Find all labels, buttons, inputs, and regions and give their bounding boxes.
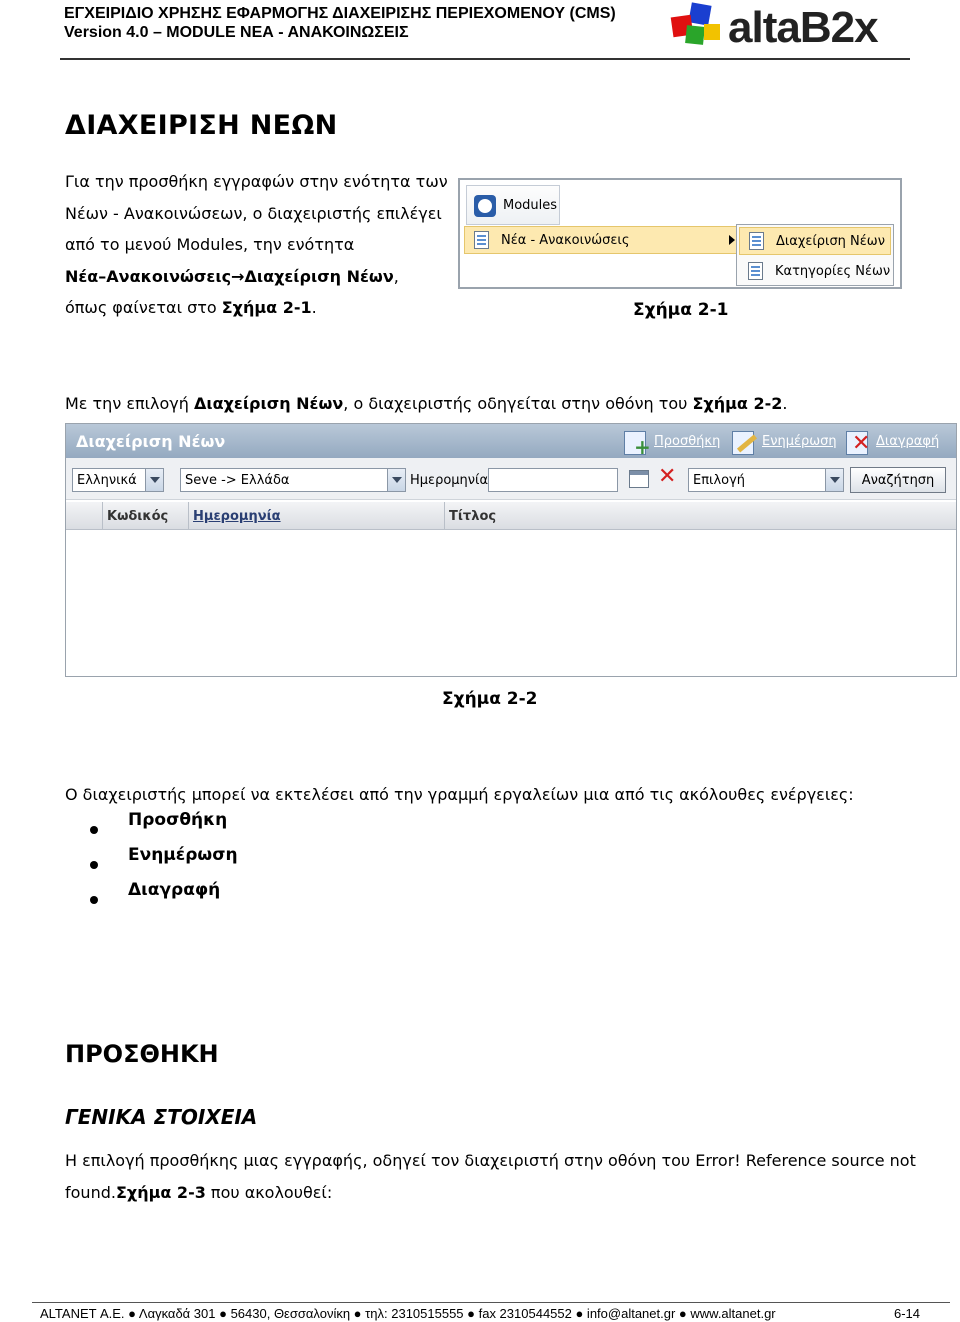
table-header [66,502,956,530]
column-code[interactable]: Κωδικός [102,502,188,530]
column-date[interactable]: Ημερομηνία [188,502,444,530]
menu-item-nea-anakoinoseis[interactable] [464,226,740,254]
footer-rule [32,1302,950,1303]
menu-path: Νέα–Ανακοινώσεις→Διαχείριση Νέων [65,266,394,286]
bullet [90,826,98,834]
option-select[interactable] [688,468,844,492]
panel-title-bar [66,424,956,458]
toolbar-paragraph: Ο διαχειριστής μπορεί να εκτελέσει από την γραμμή εργαλείων μια από τις ακόλουθες ενέργειες: [65,785,854,804]
update-label: Ενημέρωση [762,433,837,449]
document-icon [471,230,493,250]
search-button[interactable]: Αναζήτηση [850,467,946,493]
list-item-label: Διαγραφή [128,880,221,900]
add-line: Η επιλογή προσθήκης μιας εγγραφής, οδηγεί τον διαχειριστή στην οθόνη του Error! Reference source not [65,1151,916,1170]
document-header [64,4,616,42]
intro-line: Νέων - Ανακοινώσεων, ο διαχειριστής επιλέγει [65,203,442,223]
intro-line-ref [65,292,448,324]
submenu-item-diaxeirisi-neon[interactable] [739,227,891,255]
chevron-down-icon [825,469,843,491]
ref-text: όπως φαίνεται στο [65,298,222,317]
delete-x-icon [842,427,872,455]
figure-2-2-news-admin [65,423,957,677]
calendar-icon[interactable] [629,470,649,488]
figure-2-1-caption: Σχήμα 2-1 [633,300,729,320]
submenu-item-katigories-neon[interactable] [739,257,891,285]
column-title[interactable]: Τίτλος [444,502,956,530]
edit-pencil-icon [728,427,758,455]
logo-cubes-icon [668,2,732,54]
list-item-label: Ενημέρωση [128,845,238,865]
ref-punct: . [311,298,317,317]
figure-ref: Σχήμα 2-1 [221,298,312,317]
subsection-title-general: ΓΕΝΙΚΑ ΣΤΟΙΧΕΙΑ [65,1105,258,1129]
logo-wordmark: altaB2x [728,3,878,52]
section-title: ΔΙΑΧΕΙΡΙΣΗ ΝΕΩΝ [65,110,338,141]
delete-button[interactable] [842,426,939,456]
path-punct: , [393,266,399,286]
para-punct: . [782,394,788,413]
para-text: , ο διαχειριστής οδηγείται στην οθόνη του [343,394,693,413]
submenu-label: Κατηγορίες Νέων [775,263,891,279]
ref-text: που ακολουθεί: [205,1182,333,1202]
modules-globe-icon [473,195,495,215]
ref-text: found. [65,1182,116,1202]
figure-ref: Σχήμα 2-3 [115,1182,206,1202]
paragraph-selection [65,388,787,420]
intro-line: Για την προσθήκη εγγραφών στην ενότητα των [65,172,448,191]
chevron-down-icon [145,469,163,491]
header-version: Version 4.0 – MODULE ΝΕΑ - ΑΝΑΚΟΙΝΩΣΕΙΣ [64,24,409,41]
menu-item-label: Νέα - Ανακοινώσεις [501,232,630,248]
header-title: ΕΓΧΕΙΡΙΔΙΟ ΧΡΗΣΗΣ ΕΦΑΡΜΟΓΗΣ ΔΙΑΧΕΙΡΙΣΗΣ ΠΕΡΙΕΧΟΜΕΝΟΥ (CMS) [64,5,616,22]
language-select[interactable] [72,468,164,492]
delete-label: Διαγραφή [876,433,940,449]
add-paragraph [65,1145,916,1208]
intro-line: από το μενού Modules, την ενότητα [65,235,355,254]
category-value: Seve -> Ελλάδα [185,472,290,488]
list-item-label: Προσθήκη [128,810,228,830]
option-value: Επιλογή [693,472,746,488]
document-icon [745,261,767,281]
figure-ref: Σχήμα 2-2 [692,394,783,413]
category-select[interactable] [180,468,406,492]
modules-label: Modules [503,197,558,213]
bullet [90,861,98,869]
add-label: Προσθήκη [654,433,721,449]
para-text: Με την επιλογή [65,394,194,413]
modules-button[interactable] [466,185,560,225]
header-rule [60,58,910,60]
filter-toolbar [66,458,956,500]
language-value: Ελληνικά [77,472,137,488]
submenu-arrow-icon [729,235,735,245]
altab2x-logo [668,2,908,54]
date-input[interactable] [488,468,618,492]
figure-2-1-menu [458,178,902,289]
date-label-text: Ημερομηνία [410,472,489,488]
footer-contact: ALTANET Α.Ε. ● Λαγκαδά 301 ● 56430, Θεσσαλονίκη ● τηλ: 2310515555 ● fax 2310544552 ● info@altanet.gr ● www.altanet.gr [40,1306,776,1321]
add-line-ref [65,1177,916,1209]
intro-paragraph [65,166,448,324]
submenu-label: Διαχείριση Νέων [776,233,885,249]
intro-line-path [65,261,448,293]
section-title-add: ΠΡΟΣΘΗΚΗ [65,1040,219,1068]
add-button[interactable] [620,426,720,456]
add-document-icon [620,427,650,455]
figure-2-2-caption: Σχήμα 2-2 [442,689,538,709]
chevron-down-icon [387,469,405,491]
clear-date-icon[interactable]: ✕ [658,464,677,489]
document-icon [746,231,768,251]
bold-term: Διαχείριση Νέων [193,394,344,413]
submenu-panel [736,224,894,286]
page-number: 6-14 [893,1306,920,1321]
date-label [406,468,488,492]
bullet [90,896,98,904]
update-button[interactable] [728,426,837,456]
panel-title: Διαχείριση Νέων [76,432,226,451]
